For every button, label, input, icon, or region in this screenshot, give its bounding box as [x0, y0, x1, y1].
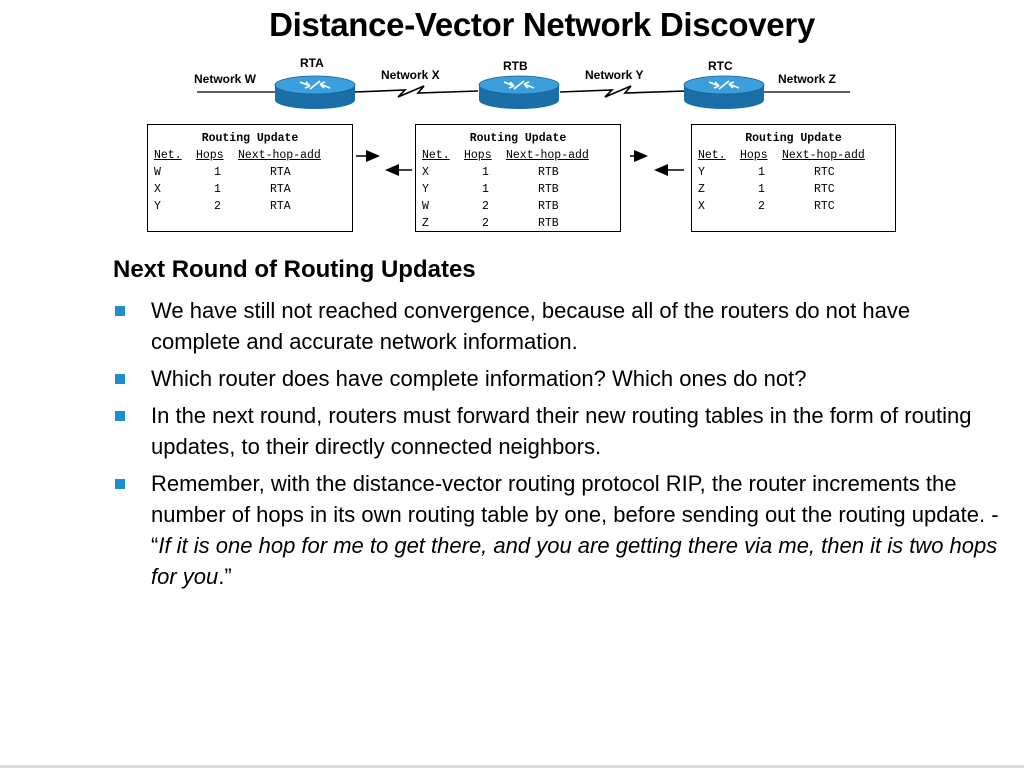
- router-rtc-icon: [683, 74, 765, 110]
- arrow-to-rtb-from-rtc: [654, 164, 684, 176]
- table-row: W 2 RTB: [422, 200, 559, 213]
- page-title: Distance-Vector Network Discovery: [269, 6, 815, 43]
- routing-table-title: Routing Update: [201, 132, 299, 145]
- router-label-rta: RTA: [300, 56, 324, 70]
- table-row: W 1 RTA: [154, 166, 291, 179]
- square-bullet-icon: [115, 306, 125, 316]
- router-rtb-icon: [478, 74, 560, 110]
- network-y-link: [560, 86, 686, 97]
- routing-table-title: Routing Update: [469, 132, 567, 145]
- column-header: Next-hop-add: [238, 149, 321, 162]
- routing-table-title: Routing Update: [745, 132, 842, 145]
- square-bullet-icon: [115, 479, 125, 489]
- table-row: X 2 RTC: [698, 200, 835, 213]
- bullet-text: Which router does have complete information? Which ones do not?: [151, 366, 807, 391]
- bullet-text: We have still not reached convergence, because all of the routers do not have complete and accurate network information.: [151, 298, 911, 354]
- table-row: Y 2 RTA: [154, 200, 291, 213]
- table-row: Y 1 RTB: [422, 183, 559, 196]
- column-header: Next-hop-add: [782, 149, 865, 162]
- table-row: Y 1 RTC: [698, 166, 835, 179]
- arrow-to-rta-from-rtb: [385, 164, 412, 176]
- table-row: Z 2 RTB: [422, 217, 559, 230]
- list-item: [113, 295, 1003, 357]
- column-header: Net.: [154, 149, 182, 162]
- square-bullet-icon: [115, 374, 125, 384]
- table-row: X 1 RTA: [154, 183, 291, 196]
- bullet-quote: If it is one hop for me to get there, and you are getting there via me, then it is two hops for you: [151, 533, 998, 589]
- network-label-z: Network Z: [778, 72, 837, 86]
- list-item: [113, 363, 1003, 394]
- router-rta-icon: [274, 74, 356, 110]
- routing-table-rtc: [691, 124, 896, 232]
- column-header: Net.: [698, 149, 726, 162]
- routing-table-rtb: [415, 124, 621, 232]
- bullet-text: In the next round, routers must forward their new routing tables in the form of routing updates, to their directly connected neighbors.: [151, 403, 972, 459]
- network-x-link: [355, 86, 478, 97]
- column-header: Hops: [196, 149, 224, 162]
- network-label-w: Network W: [194, 72, 257, 86]
- routing-table-rta: [147, 124, 353, 232]
- arrow-to-rtb-from-rta: [356, 150, 380, 162]
- router-label-rtb: RTB: [503, 59, 528, 73]
- square-bullet-icon: [115, 411, 125, 421]
- table-row: X 1 RTB: [422, 166, 559, 179]
- list-item: [113, 400, 1003, 462]
- bullet-list: [113, 295, 1003, 598]
- router-label-rtc: RTC: [708, 59, 733, 73]
- column-header: Hops: [740, 149, 768, 162]
- bullet-quote-end: .”: [218, 564, 232, 589]
- list-item: [113, 468, 1003, 592]
- arrow-to-rtc-from-rtb: [630, 150, 648, 162]
- column-header: Next-hop-add: [506, 149, 589, 162]
- section-heading: Next Round of Routing Updates: [113, 256, 476, 283]
- network-label-y: Network Y: [585, 68, 644, 82]
- column-header: Hops: [464, 149, 492, 162]
- table-row: Z 1 RTC: [698, 183, 835, 196]
- column-header: Net.: [422, 149, 450, 162]
- bullet-text: Remember, with the distance-vector routing protocol RIP, the router increments the number of hops in its own routing table by one, before sending out the routing update. - “: [151, 471, 999, 558]
- network-label-x: Network X: [381, 68, 440, 82]
